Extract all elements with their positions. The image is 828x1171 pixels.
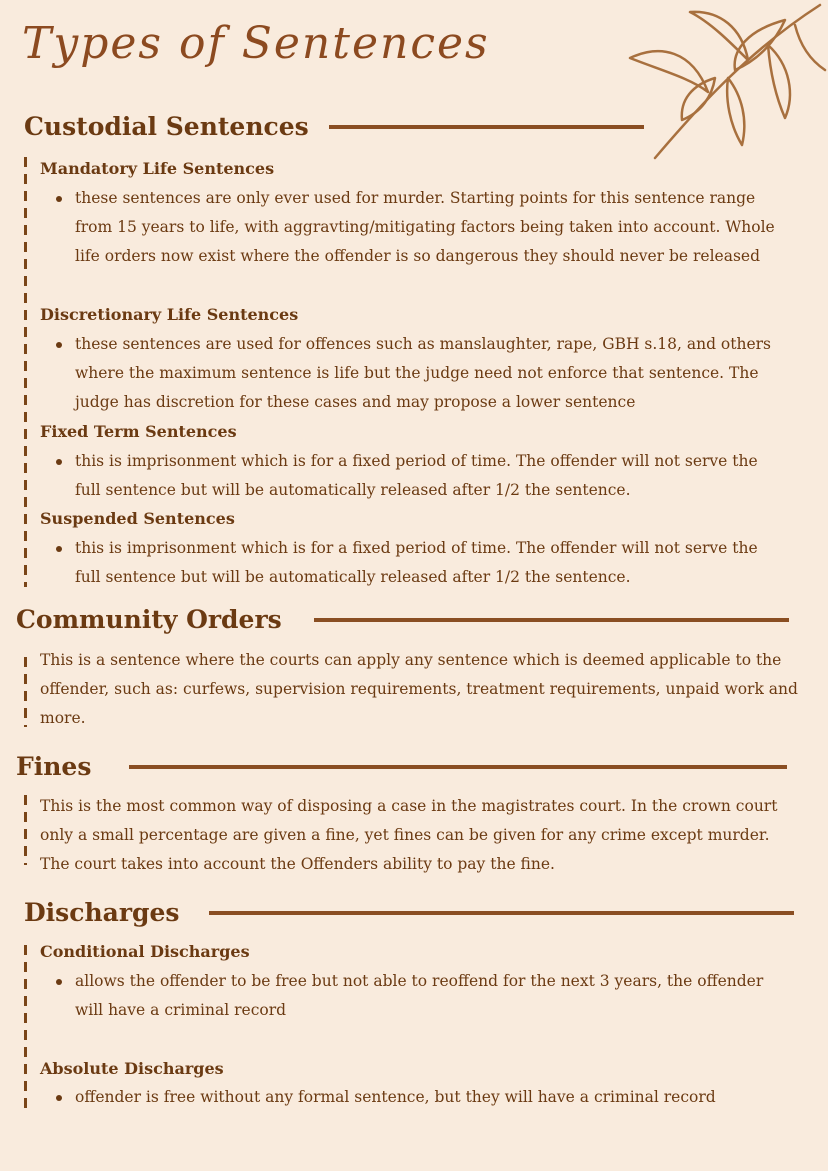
heading-divider (209, 911, 794, 915)
bullet-icon (56, 546, 62, 552)
dashed-border (24, 945, 27, 1113)
community-text: This is a sentence where the courts can apply any sentence which is deemed applicable to the offender, such as: curfews, supervision requirements, treatment requirements, unpaid work and more. (40, 651, 798, 727)
bullet-icon (56, 196, 62, 202)
mandatory-text: these sentences are only ever used for murder. Starting points for this sentence range from 15 years to life, with aggravting/mitigating factors being taken into account. Whole life orders now exist where the offender is so dangerous they should never be released (75, 184, 780, 271)
heading-divider (314, 618, 789, 622)
discharges-heading (24, 898, 794, 927)
discretionary-title: Discretionary Life Sentences (40, 305, 299, 324)
conditional-title: Conditional Discharges (40, 942, 250, 961)
fines-text: This is the most common way of disposing a case in the magistrates court. In the crown court only a small percentage are given a fine, yet fines can be given for any crime except murder. The court takes into account the Offenders ability to pay the fine. (40, 797, 778, 873)
fixed-term-text: this is imprisonment which is for a fixed period of time. The offender will not serve the full sentence but will be automatically released after 1/2 the sentence. (75, 447, 775, 505)
leaves-decoration-icon (620, 0, 828, 165)
community-title: Community Orders (16, 605, 282, 634)
bullet-icon (56, 1095, 62, 1101)
bullet-icon (56, 979, 62, 985)
heading-divider (129, 765, 787, 769)
bullet-icon (56, 342, 62, 348)
mandatory-title: Mandatory Life Sentences (40, 159, 275, 178)
dashed-border (24, 657, 27, 727)
fines-heading (16, 752, 787, 781)
fixed-term-title: Fixed Term Sentences (40, 422, 237, 441)
absolute-text: offender is free without any formal sentence, but they will have a criminal record (75, 1083, 795, 1112)
community-heading (16, 605, 789, 634)
discharges-title: Discharges (24, 898, 180, 927)
custodial-heading (24, 112, 644, 141)
bullet-icon (56, 459, 62, 465)
suspended-title: Suspended Sentences (40, 509, 235, 528)
suspended-text: this is imprisonment which is for a fixed period of time. The offender will not serve the full sentence but will be automatically released after 1/2 the sentence. (75, 534, 775, 592)
dashed-border (24, 795, 27, 865)
fines-title: Fines (16, 752, 92, 781)
discretionary-text: these sentences are used for offences such as manslaughter, rape, GBH s.18, and others where the maximum sentence is life but the judge need not enforce that sentence. The judge has discretion for these cases and may propose a lower sentence (75, 330, 787, 417)
page-title: Types of Sentences (22, 18, 490, 69)
custodial-title: Custodial Sentences (24, 112, 309, 141)
dashed-border (24, 157, 27, 587)
heading-divider (329, 125, 644, 129)
conditional-text: allows the offender to be free but not able to reoffend for the next 3 years, the offender will have a criminal record (75, 967, 765, 1025)
absolute-title: Absolute Discharges (40, 1059, 224, 1078)
